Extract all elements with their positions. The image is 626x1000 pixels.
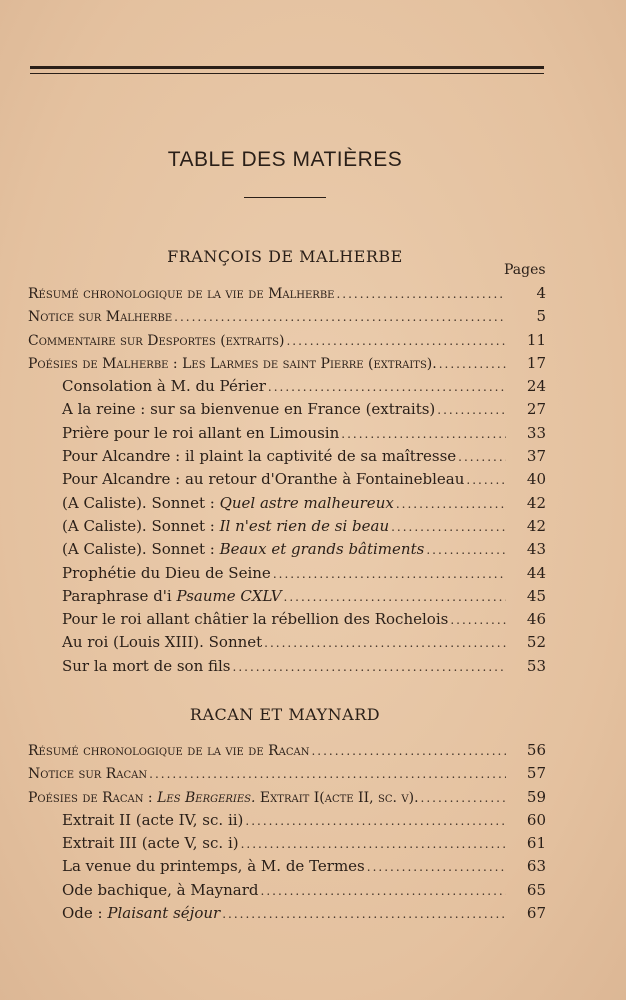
toc-entry-text: Commentaire sur Desportes (extraits) <box>28 332 285 349</box>
toc-entry <box>28 857 546 880</box>
toc-entry <box>28 904 546 927</box>
toc-entry-page-number: 17 <box>526 353 546 372</box>
toc-entry-page-number: 45 <box>526 586 546 605</box>
pages-column-label: Pages <box>504 262 546 278</box>
toc-entry-page-number: 11 <box>526 330 546 349</box>
toc-entry-label <box>28 587 282 605</box>
toc-entry-text: Pour Alcandre : il plaint la captivité de sa maîtresse <box>62 447 457 466</box>
dot-leader <box>174 310 506 324</box>
toc-entry-text: (A Caliste). Sonnet : <box>62 493 220 512</box>
toc-entry-label <box>28 657 231 675</box>
dot-leader <box>233 660 506 674</box>
toc-entry-page-number: 65 <box>526 880 546 899</box>
toc-entry <box>28 764 546 787</box>
dot-leader <box>149 767 506 781</box>
toc-entry <box>28 470 546 493</box>
top-rule-thin <box>30 73 544 74</box>
toc-entry-label <box>28 857 365 875</box>
toc-entry <box>28 400 546 423</box>
toc-entry <box>28 424 546 447</box>
dot-leader <box>286 334 506 348</box>
dot-leader <box>264 636 506 650</box>
toc-entry-text: Sur la mort de son fils <box>62 656 231 675</box>
toc-entry-page-number: 67 <box>526 904 546 923</box>
toc-entry-page-number: 52 <box>526 633 546 652</box>
toc-entry-label <box>28 904 220 922</box>
toc-entry <box>28 788 546 811</box>
toc-entry-label <box>28 377 266 395</box>
dot-leader <box>450 613 506 627</box>
toc-entry-text: Prophétie du Dieu de Seine <box>62 563 271 582</box>
toc-entry-page-number: 42 <box>526 516 546 535</box>
toc-entry-text: Ode : <box>62 904 108 923</box>
toc-entry <box>28 354 546 377</box>
toc-entry-text: Au roi (Louis XIII). Sonnet <box>62 633 263 652</box>
toc-entry-label <box>28 633 262 651</box>
toc-entry-text: (A Caliste). Sonnet : <box>62 516 220 535</box>
toc-entry-text: Paraphrase d'i <box>62 586 177 605</box>
toc-entry-page-number: 42 <box>526 493 546 512</box>
dot-leader <box>273 567 506 581</box>
toc-entry-text: Notice sur Malherbe <box>28 309 173 326</box>
dot-leader <box>458 450 506 464</box>
toc-entry-text: Consolation à M. du Périer <box>62 377 266 396</box>
toc-entry <box>28 540 546 563</box>
toc-entry-label <box>28 766 147 782</box>
toc-entry-label <box>28 540 424 558</box>
toc-entry-label <box>28 424 339 442</box>
toc-entry-text: Extrait III (acte V, sc. i) <box>62 834 239 853</box>
title-underline <box>244 197 326 198</box>
dot-leader <box>284 590 506 604</box>
toc-malherbe <box>28 284 546 680</box>
toc-entry <box>28 447 546 470</box>
toc-entry-italic-text: Beaux et grands bâtiments <box>219 540 425 559</box>
toc-entry-label <box>28 564 271 582</box>
toc-entry <box>28 284 546 307</box>
toc-entry-suffix-text: Extrait I(acte II, sc. v). <box>255 789 419 806</box>
dot-leader <box>466 473 506 487</box>
toc-entry-text: La venue du printemps, à M. de Termes <box>62 857 365 876</box>
toc-entry <box>28 610 546 633</box>
toc-entry-label <box>28 494 394 512</box>
dot-leader <box>336 287 506 301</box>
toc-entry-label <box>28 356 437 372</box>
toc-racan <box>28 741 546 927</box>
toc-entry-page-number: 44 <box>526 563 546 582</box>
dot-leader <box>245 814 506 828</box>
dot-leader <box>341 427 506 441</box>
toc-entry-italic-text: Quel astre malheureux <box>219 493 394 512</box>
dot-leader <box>391 520 506 534</box>
top-rule-thick <box>30 66 544 69</box>
toc-entry-page-number: 4 <box>536 284 546 302</box>
toc-entry-text: Ode bachique, à Maynard <box>62 880 259 899</box>
toc-entry-page-number: 56 <box>526 741 546 759</box>
toc-entry-label <box>28 447 456 465</box>
toc-entry-italic-text: Plaisant séjour <box>107 904 221 923</box>
toc-entry <box>28 377 546 400</box>
toc-entry-page-number: 27 <box>526 400 546 419</box>
toc-entry-text: Poésies de Malherbe : Les Larmes de saint Pierre (extraits). <box>28 355 437 372</box>
toc-entry-text: Pour Alcandre : au retour d'Oranthe à Fontainebleau <box>62 470 465 489</box>
toc-entry-page-number: 63 <box>526 857 546 876</box>
toc-entry-italic-text: Il n'est rien de si beau <box>219 516 390 535</box>
toc-entry-label <box>28 881 259 899</box>
dot-leader <box>421 791 506 805</box>
toc-entry-text: Résumé chronologique de la vie de Malherbe <box>28 286 335 302</box>
toc-entry-page-number: 43 <box>526 540 546 559</box>
toc-entry-text: Prière pour le roi allant en Limousin <box>62 423 340 442</box>
toc-entry-page-number: 24 <box>526 377 546 396</box>
toc-entry <box>28 633 546 656</box>
toc-entry-page-number: 61 <box>526 834 546 853</box>
toc-entry-label <box>28 790 419 806</box>
toc-entry-page-number: 57 <box>526 764 546 783</box>
dot-leader <box>222 907 506 921</box>
toc-entry <box>28 494 546 517</box>
toc-entry-page-number: 37 <box>526 447 546 466</box>
page-title: TABLE DES MATIÈRES <box>167 148 403 171</box>
toc-entry-label <box>28 743 309 759</box>
toc-entry-text: (A Caliste). Sonnet : <box>62 540 220 559</box>
toc-entry <box>28 834 546 857</box>
toc-entry-label <box>28 610 448 628</box>
toc-entry-page-number: 33 <box>526 423 546 442</box>
toc-entry-label <box>28 309 172 325</box>
toc-entry-text: Poésies de Racan : <box>28 789 158 806</box>
dot-leader <box>311 744 506 758</box>
toc-entry <box>28 881 546 904</box>
dot-leader <box>268 380 506 394</box>
toc-entry-italic-text: Psaume CXLV <box>176 586 282 605</box>
toc-entry-label <box>28 333 284 349</box>
toc-entry-page-number: 60 <box>526 810 546 829</box>
dot-leader <box>439 357 506 371</box>
dot-leader <box>241 837 506 851</box>
toc-entry <box>28 587 546 610</box>
section-title-malherbe: FRANÇOIS DE MALHERBE <box>167 247 403 266</box>
toc-entry <box>28 331 546 354</box>
toc-entry-page-number: 59 <box>526 787 546 806</box>
toc-entry <box>28 657 546 680</box>
toc-entry-text: Notice sur Racan <box>28 766 148 783</box>
toc-entry-page-number: 53 <box>526 656 546 675</box>
toc-entry <box>28 741 546 764</box>
toc-entry-italic-text: Les Bergeries. <box>157 789 256 806</box>
toc-entry-page-number: 46 <box>526 610 546 629</box>
dot-leader <box>261 884 507 898</box>
toc-entry-page-number: 40 <box>526 470 546 489</box>
toc-entry-label <box>28 400 435 418</box>
dot-leader <box>426 543 506 557</box>
section-title-racan: RACAN ET MAYNARD <box>189 705 381 724</box>
toc-entry <box>28 307 546 330</box>
toc-entry <box>28 811 546 834</box>
toc-entry-label <box>28 834 239 852</box>
toc-entry-text: Pour le roi allant châtier la rébellion des Rochelois <box>62 610 449 629</box>
dot-leader <box>437 403 506 417</box>
toc-entry-label <box>28 286 334 302</box>
dot-leader <box>396 497 506 511</box>
dot-leader <box>367 860 506 874</box>
toc-entry-text: A la reine : sur sa bienvenue en France (extraits) <box>62 400 436 419</box>
toc-entry <box>28 517 546 540</box>
toc-entry-text: Extrait II (acte IV, sc. ii) <box>62 810 244 829</box>
toc-entry-label <box>28 517 389 535</box>
toc-entry-page-number: 5 <box>536 307 546 326</box>
toc-entry-label <box>28 470 464 488</box>
toc-entry-label <box>28 811 243 829</box>
toc-entry-text: Résumé chronologique de la vie de Racan <box>28 743 310 759</box>
toc-entry <box>28 564 546 587</box>
